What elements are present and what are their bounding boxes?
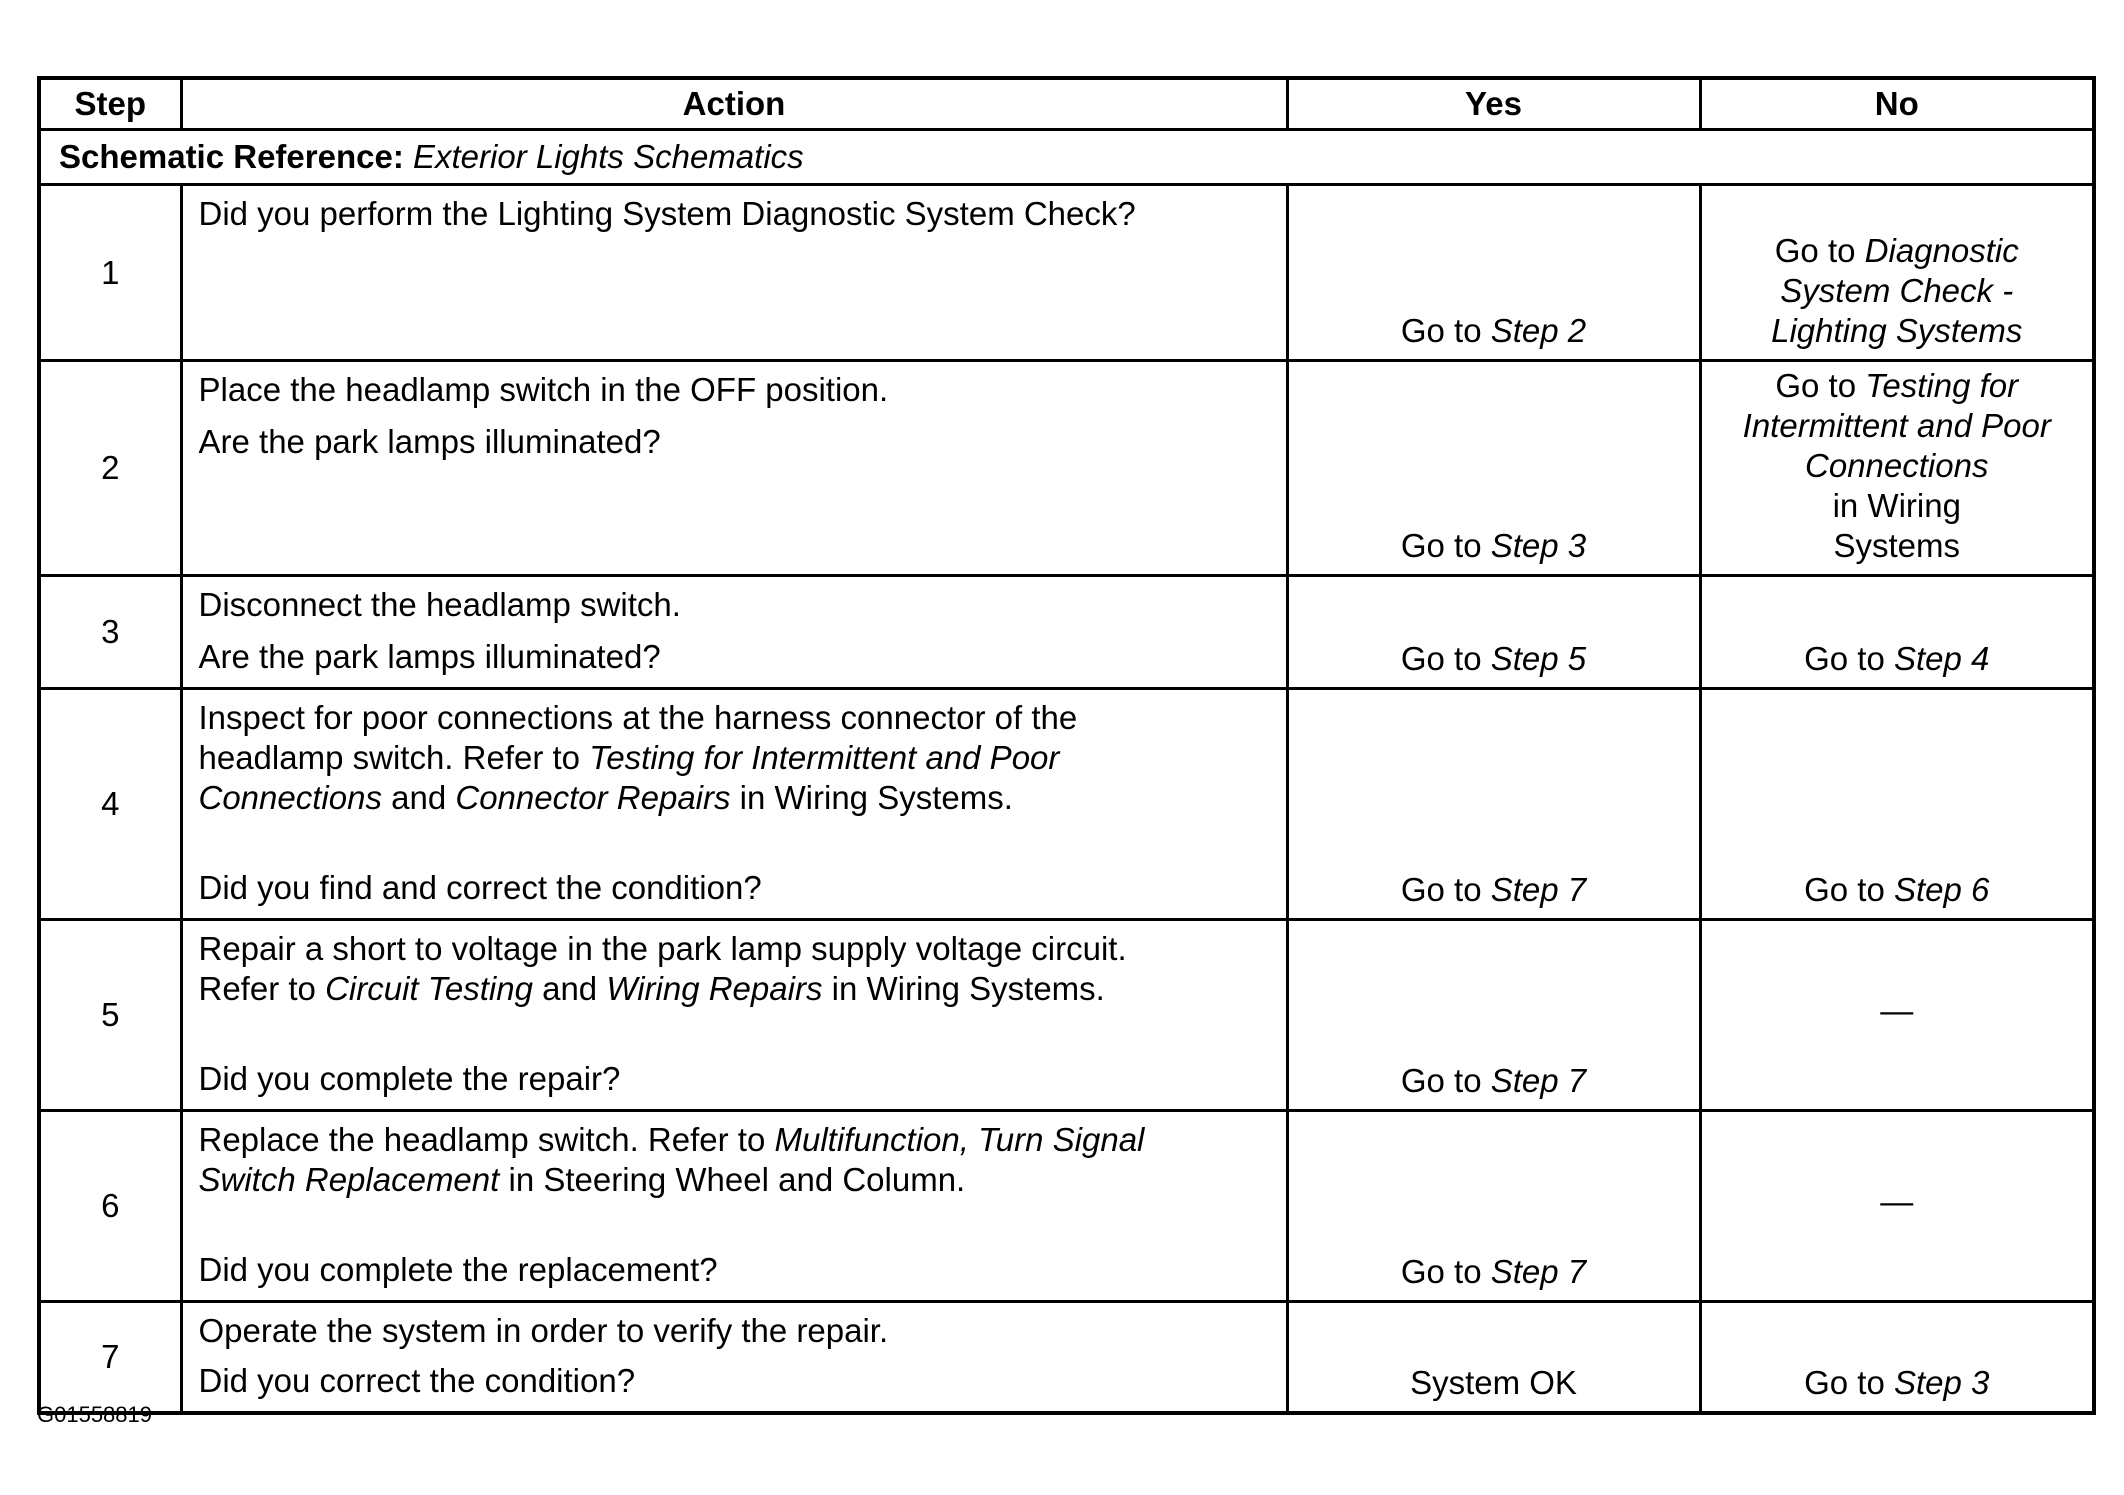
reference-link[interactable]: Circuit Testing [325, 970, 533, 1007]
no-prefix: Go to [1804, 871, 1885, 908]
yes-cell [1287, 1111, 1700, 1302]
table-row [39, 1302, 2094, 1414]
no-link[interactable]: Lighting Systems [1771, 312, 2023, 349]
action-cell [181, 920, 1287, 1111]
no-link[interactable]: Step 6 [1893, 871, 1990, 908]
no-prefix: Go to [1804, 640, 1885, 677]
reference-link[interactable]: Wiring Repairs [606, 970, 823, 1007]
action-question: Did you complete the repair? [198, 1060, 621, 1097]
action-question: Did you correct the condition? [198, 1362, 636, 1399]
action-cell [181, 185, 1287, 361]
action-text: Inspect for poor connections at the harness connector of the headlamp switch. Refer to Testing for Intermittent and Poor Connections and Connector Repairs in Wiring Systems. [198, 699, 1078, 816]
yes-prefix: Go to [1400, 640, 1482, 677]
yes-prefix: Go to [1400, 1253, 1482, 1290]
no-link[interactable]: Connections [1805, 447, 1989, 484]
no-dash: — [1880, 1183, 1914, 1220]
yes-cell [1287, 185, 1700, 361]
action-cell [181, 576, 1287, 689]
table-row [39, 920, 2094, 1111]
no-cell [1700, 920, 2094, 1111]
no-link[interactable]: System Check - [1780, 272, 2014, 309]
action-cell [181, 361, 1287, 576]
action-text: Operate the system in order to verify the repair. [198, 1312, 889, 1349]
table-row [39, 185, 2094, 361]
table-row [39, 689, 2094, 920]
step-number: 1 [39, 185, 181, 361]
yes-prefix: Go to [1400, 1062, 1482, 1099]
no-link[interactable]: Diagnostic [1864, 232, 2019, 269]
yes-cell [1287, 576, 1700, 689]
yes-prefix: Go to [1400, 312, 1482, 349]
yes-prefix: Go to [1400, 527, 1482, 564]
action-text: Did you perform the Lighting System Diagnostic System Check? [198, 195, 1136, 232]
schematic-reference-link[interactable]: Exterior Lights Schematics [413, 138, 804, 175]
action-text: Replace the headlamp switch. Refer to Multifunction, Turn Signal Switch Replacement in Steering Wheel and Column. [198, 1121, 1145, 1198]
header-step: Step [39, 78, 181, 130]
no-cell [1700, 1302, 2094, 1414]
table-row [39, 576, 2094, 689]
no-link[interactable]: Testing for [1865, 367, 2019, 404]
no-prefix: Go to [1774, 232, 1865, 269]
reference-link[interactable]: Switch Replacement [198, 1161, 500, 1198]
yes-cell [1287, 361, 1700, 576]
no-cell: Go to Testing for Intermittent and Poor Connections in Wiring Systems [1700, 361, 2094, 576]
action-cell [181, 689, 1287, 920]
step-number: 4 [39, 689, 181, 920]
yes-link[interactable]: Step 2 [1490, 312, 1587, 349]
header-action: Action [181, 78, 1287, 130]
action-text: Place the headlamp switch in the OFF position. [198, 371, 889, 408]
action-question: Did you complete the replacement? [198, 1251, 718, 1288]
no-link[interactable]: Step 3 [1893, 1364, 1990, 1401]
reference-link[interactable]: Multifunction, Turn Signal [774, 1121, 1145, 1158]
reference-link[interactable]: Connector Repairs [455, 779, 731, 816]
diagnostic-table [37, 76, 2096, 1415]
step-number: 6 [39, 1111, 181, 1302]
schematic-reference-row [39, 130, 2094, 185]
no-cell [1700, 1111, 2094, 1302]
yes-link[interactable]: Step 7 [1490, 1253, 1587, 1290]
no-prefix: Go to [1804, 1364, 1885, 1401]
action-question: Did you find and correct the condition? [198, 869, 762, 906]
action-text: Disconnect the headlamp switch. [198, 586, 681, 623]
no-link[interactable]: Step 4 [1893, 640, 1990, 677]
table-row [39, 1111, 2094, 1302]
schematic-reference-label: Schematic Reference: [59, 138, 404, 175]
schematic-reference [39, 130, 2094, 185]
yes-cell [1287, 920, 1700, 1111]
action-text: Repair a short to voltage in the park lamp supply voltage circuit. Refer to Circuit Testing and Wiring Repairs in Wiring Systems. [198, 930, 1127, 1007]
action-cell [181, 1111, 1287, 1302]
yes-link[interactable]: Step 5 [1490, 640, 1587, 677]
yes-cell [1287, 689, 1700, 920]
yes-link[interactable]: Step 3 [1490, 527, 1587, 564]
yes-result: System OK [1410, 1364, 1577, 1401]
action-cell [181, 1302, 1287, 1414]
action-question: Are the park lamps illuminated? [198, 638, 661, 675]
yes-link[interactable]: Step 7 [1490, 1062, 1587, 1099]
no-cell [1700, 185, 2094, 361]
header-no: No [1700, 78, 2094, 130]
yes-link[interactable]: Step 7 [1490, 871, 1587, 908]
header-yes: Yes [1287, 78, 1700, 130]
step-number: 7 [39, 1302, 181, 1414]
no-text: Systems [1833, 527, 1961, 564]
yes-prefix: Go to [1400, 871, 1482, 908]
yes-cell [1287, 1302, 1700, 1414]
no-cell [1700, 689, 2094, 920]
no-cell [1700, 576, 2094, 689]
no-dash: — [1880, 992, 1914, 1029]
step-number: 2 [39, 361, 181, 576]
no-text: in Wiring [1832, 487, 1961, 524]
step-number: 5 [39, 920, 181, 1111]
no-link[interactable]: Intermittent and Poor [1742, 407, 2051, 444]
figure-code: G01558819 [37, 1402, 152, 1427]
reference-link[interactable]: Connections [198, 779, 382, 816]
table-row [39, 361, 2094, 576]
step-number: 3 [39, 576, 181, 689]
table-header-row [39, 78, 2094, 130]
reference-link[interactable]: Testing for Intermittent and Poor [589, 739, 1060, 776]
action-question: Are the park lamps illuminated? [198, 423, 661, 460]
